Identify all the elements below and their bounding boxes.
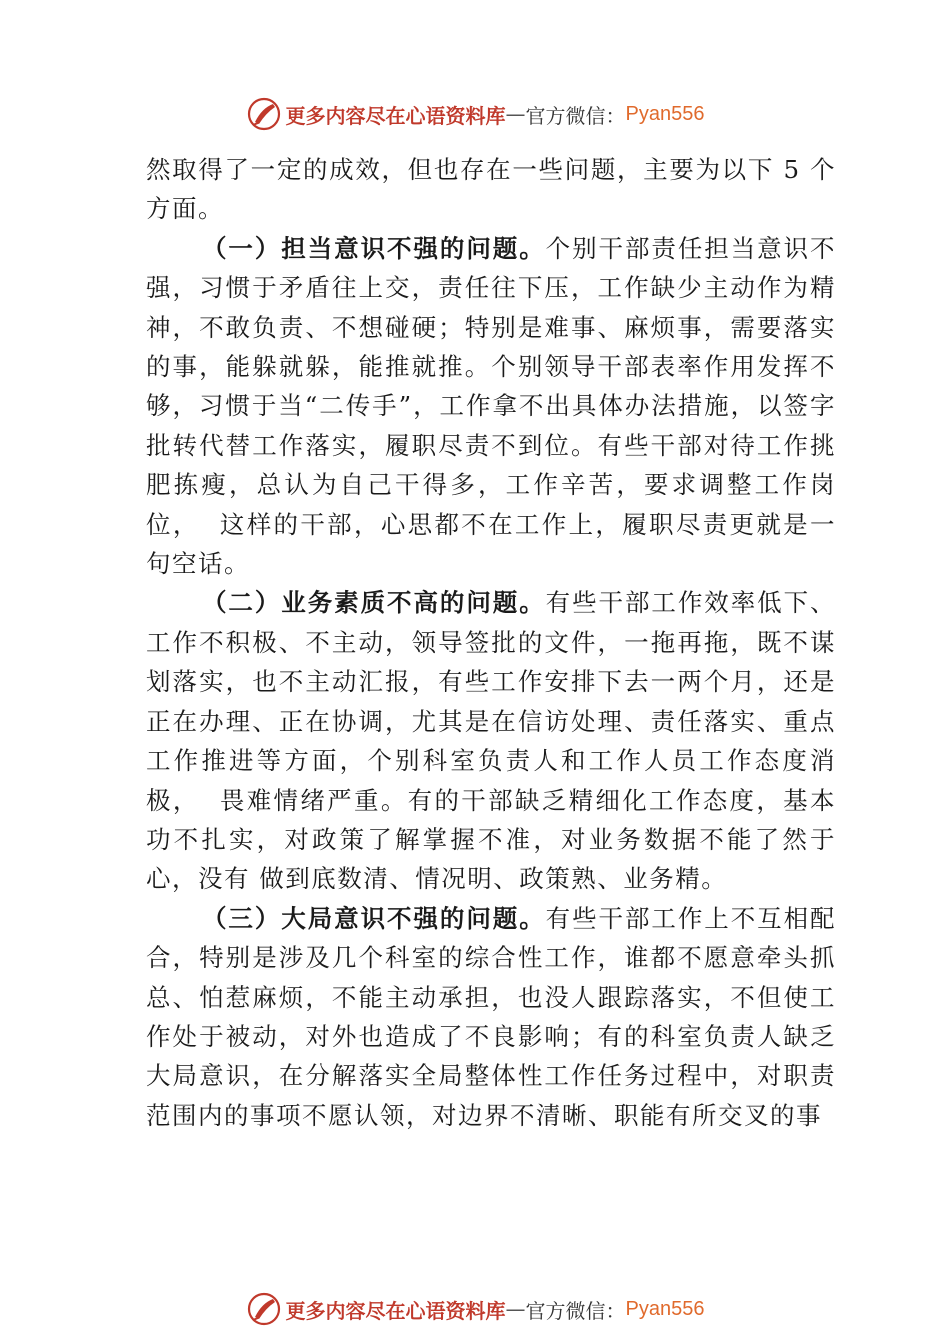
banner-wechat-id: Pyan556 xyxy=(625,102,705,125)
section-heading-3: （三）大局意识不强的问题。 xyxy=(202,903,546,933)
section-paragraph-3 xyxy=(146,899,836,1135)
header-banner xyxy=(0,94,950,134)
banner-wechat-id: Pyan556 xyxy=(625,1297,705,1320)
section-heading-2: （二）业务素质不高的问题。 xyxy=(202,588,546,618)
banner-wechat-label: 官方微信： xyxy=(525,1298,626,1323)
section-body-3: 有些干部工作上不互相配合，特别是涉及几个科室的综合性工作，谁都不愿意牵头抓总、怕惹麻烦，不能主动承担，也没人跟踪落实，不但使工作处于被动，对外也造成了不良影响；有的科室负责人缺乏大局意识，在分解落实全局整体性工作任务过程中，对职责范围内的事项不愿认领，对边界不清晰、职能有所交叉的事 xyxy=(146,903,837,1130)
banner-wechat-label: 官方微信： xyxy=(525,103,626,128)
document-body xyxy=(146,150,836,1135)
section-paragraph-1 xyxy=(146,229,836,584)
footer-banner xyxy=(0,1289,950,1329)
banner-title: 更多内容尽在心语资料库 xyxy=(285,1298,506,1323)
section-body-2: 有些干部工作效率低下、工作不积极、不主动，领导签批的文件，一拖再拖，既不谋划落实，也不主动汇报，有些工作安排下去一两个月，还是正在办理、正在协调，尤其是在信访处理、责任落实、重点工作推进等方面，个别科室负责人和工作人员工作态度消极， 畏难情绪严重。有的干部缺乏精细化工作态度，基本功不扎实，对政策了解掌握不准，对业务数据不能了然于心，没有 做到底数清、情况明、政策熟、业务精。 xyxy=(146,588,837,894)
pen-logo-icon xyxy=(246,1291,282,1327)
section-heading-1: （一）担当意识不强的问题。 xyxy=(202,233,546,263)
section-body-1: 个别干部责任担当意识不强，习惯于矛盾往上交，责任往下压，工作缺少主动作为精神，不敢负责、不想碰硬；特别是难事、麻烦事，需要落实的事，能躲就躲，能推就推。个别领导干部表率作用发挥不够，习惯于当“二传手”，工作拿不出具体办法措施，以签字批转代替工作落实，履职尽责不到位。有些干部对待工作挑肥拣瘦，总认为自己干得多，工作辛苦，要求调整工作岗位， 这样的干部，心思都不在工作上，履职尽责更就是一句空话。 xyxy=(146,233,837,579)
banner-title: 更多内容尽在心语资料库 xyxy=(285,103,506,128)
banner-separator: — xyxy=(505,102,526,126)
intro-paragraph: 然取得了一定的成效，但也存在一些问题，主要为以下 5 个方面。 xyxy=(146,155,836,224)
pen-logo-icon xyxy=(246,96,282,132)
banner-separator: — xyxy=(505,1297,526,1321)
section-paragraph-2 xyxy=(146,583,836,898)
